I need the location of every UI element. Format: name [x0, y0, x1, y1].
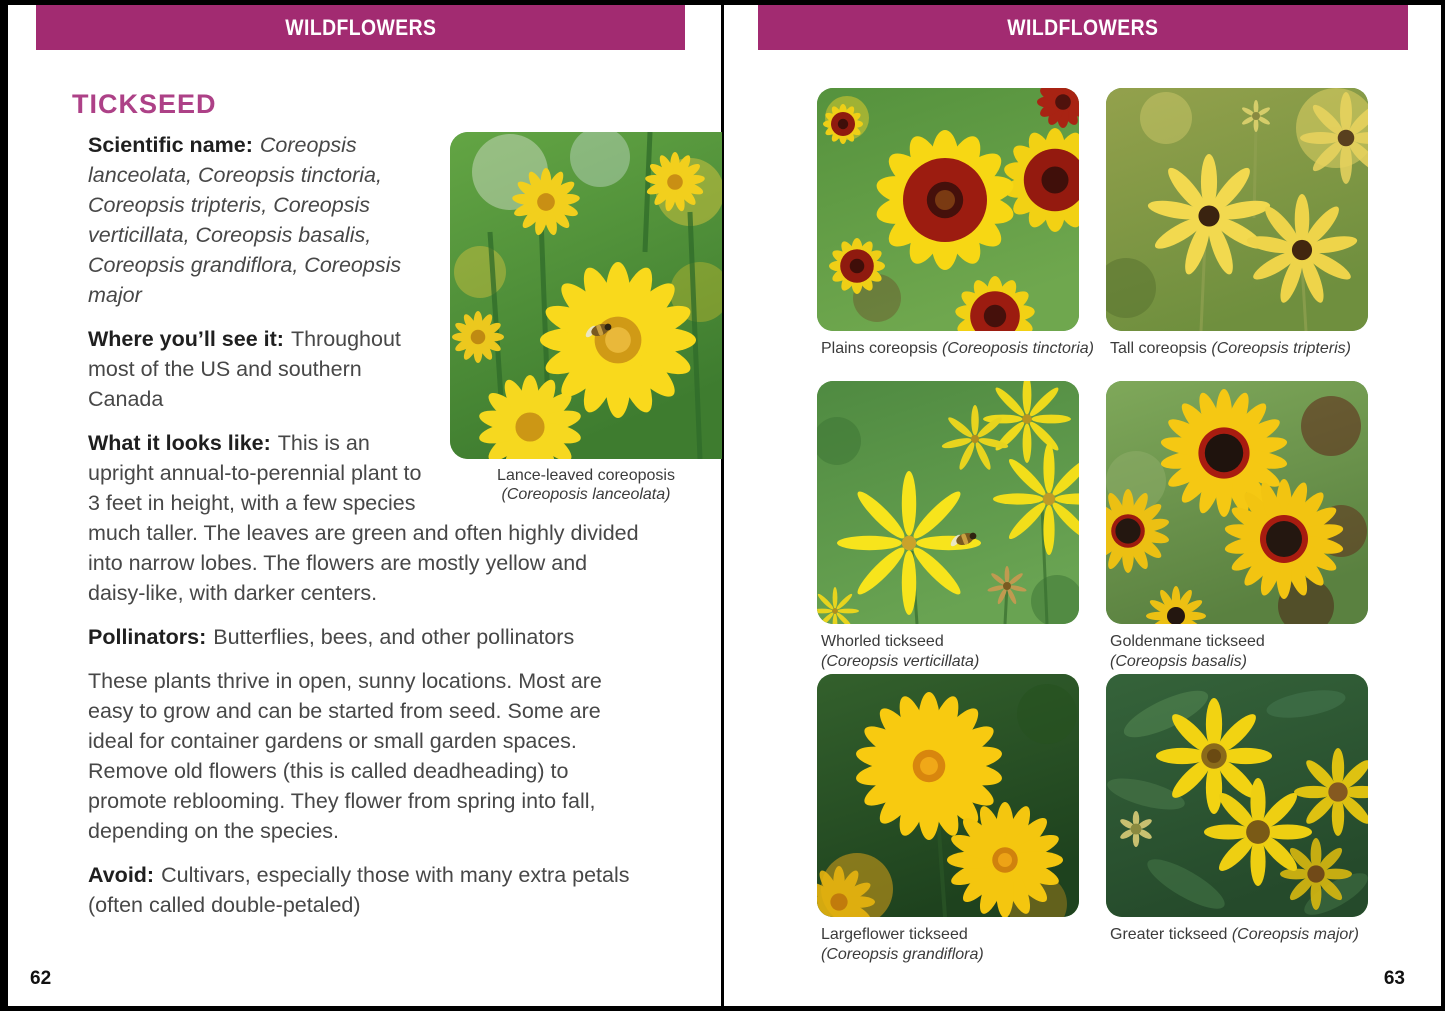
photo-caption [1106, 339, 1368, 359]
flower-photo-image [817, 381, 1079, 624]
left-page [8, 5, 721, 1006]
photo-caption [1106, 632, 1368, 672]
flower-photo-image [817, 674, 1079, 917]
paragraph-label: Pollinators: [88, 625, 207, 649]
photo-caption [1106, 925, 1368, 945]
right-page-header-banner [758, 5, 1408, 50]
caption-common-name: Lance-leaved coreoposis [497, 467, 675, 484]
caption-common-name: Greater tickseed [1110, 926, 1232, 943]
left-header-label: WILDFLOWERS [284, 15, 437, 40]
photo-whorled-tickseed [817, 381, 1079, 674]
lance-leaved-coreopsis-photo [450, 132, 722, 504]
photo-goldenmane-tickseed [1106, 381, 1368, 674]
paragraph-text: Throughout most of the US and southern Canada [88, 327, 401, 411]
flower-photo-image [817, 88, 1079, 331]
flower-photo-image [1106, 381, 1368, 624]
left-page-content [72, 89, 722, 934]
caption-scientific-name: (Coreoposis lanceolata) [501, 486, 671, 503]
paragraph-label: What it looks like: [88, 431, 271, 455]
photo-caption [817, 339, 1095, 359]
right-page [724, 5, 1441, 1006]
caption-common-name: Whorled tickseed [821, 633, 944, 650]
paragraph-label: Scientific name: [88, 133, 253, 157]
paragraph-label: Avoid: [88, 863, 155, 887]
paragraph-text: These plants thrive in open, sunny locations. Most are easy to grow and can be started from seed. Some are ideal for container gardens or small garden spaces. Remove old flowers (this is called deadheading) to promote reblooming. They flower from spring into fall, depending on the species. [88, 669, 602, 843]
caption-scientific-name: (Coreopsis basalis) [1110, 653, 1247, 670]
paragraph-text: This is an upright annual-to-perennial plant to 3 feet in height, with a few species much taller. The leaves are green and often highly divided into narrow lobes. The flowers are mostly yellow and daisy-like, with darker centers. [88, 431, 639, 605]
paragraph-text: Butterflies, bees, and other pollinators [213, 625, 575, 649]
caption-scientific-name: (Coreopsis grandiflora) [821, 946, 984, 963]
photo-greater-tickseed [1106, 674, 1368, 967]
growing-tips-paragraph [88, 666, 640, 846]
photo-caption [817, 632, 1079, 672]
caption-common-name: Plains coreopsis [821, 340, 942, 357]
paragraph-label: Where you’ll see it: [88, 327, 284, 351]
photo-largeflower-tickseed [817, 674, 1079, 967]
right-header-label: WILDFLOWERS [1007, 15, 1159, 40]
caption-common-name: Tall coreopsis [1110, 340, 1212, 357]
caption-scientific-name: (Coreopsis verticillata) [821, 653, 980, 670]
paragraph-text: Cultivars, especially those with many extra petals (often called double-petaled) [88, 863, 630, 917]
photo-caption [817, 925, 1079, 965]
photo-grid [817, 88, 1368, 967]
caption-scientific-name: (Coreopsis tripteris) [1211, 340, 1351, 357]
caption-scientific-name: (Coreopsis major) [1231, 926, 1359, 943]
flower-photo-image [1106, 88, 1368, 331]
caption-common-name: Largeflower tickseed [821, 926, 968, 943]
left-page-number: 62 [30, 968, 52, 989]
caption-common-name: Goldenmane tickseed [1110, 633, 1265, 650]
photo-caption [450, 466, 722, 504]
left-page-header-banner [36, 5, 685, 50]
avoid-paragraph [88, 860, 640, 920]
photo-plains-coreopsis [817, 88, 1095, 381]
right-page-number: 63 [1383, 968, 1405, 989]
photo-tall-coreopsis [1106, 88, 1368, 381]
caption-scientific-name: (Coreoposis tinctoria) [941, 340, 1095, 357]
flower-photo-image [450, 132, 722, 459]
page-title: TICKSEED [72, 89, 217, 119]
flower-photo-image [1106, 674, 1368, 917]
paragraph-text: Coreopsis lanceolata, Coreopsis tinctoria, Coreopsis tripteris, Coreopsis verticillata, Coreopsis basalis, Coreopsis grandiflora, Coreopsis major [88, 133, 402, 307]
pollinators-paragraph [88, 622, 640, 652]
